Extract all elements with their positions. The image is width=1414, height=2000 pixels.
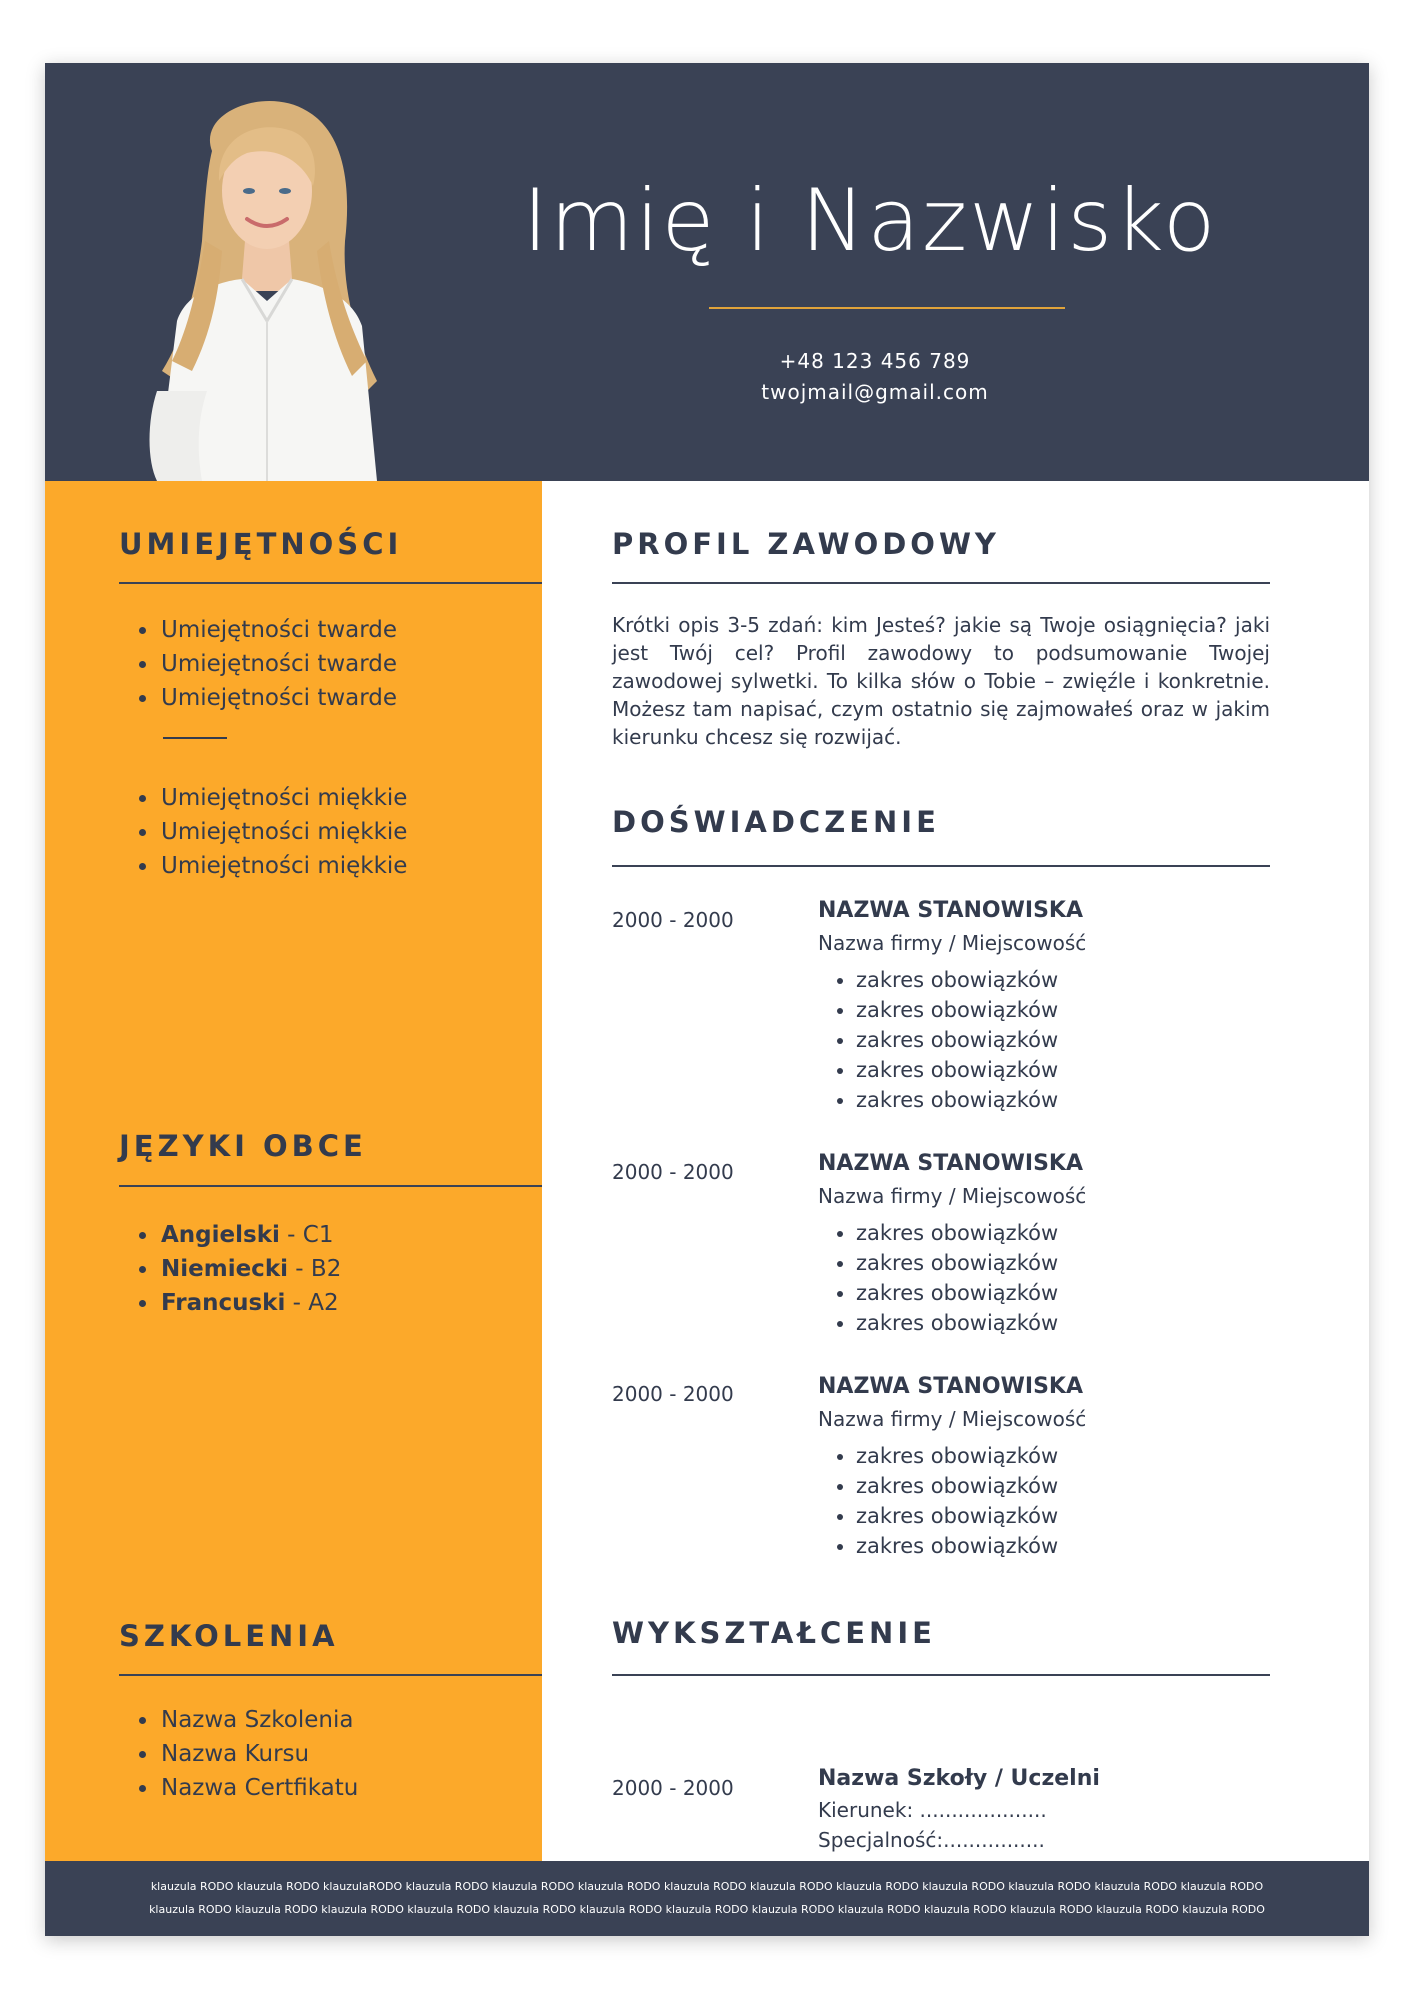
job-position: NAZWA STANOWISKA: [818, 898, 1084, 923]
experience-heading: DOŚWIADCZENIE: [612, 805, 940, 839]
duties-list: [818, 1218, 1278, 1338]
duties-list: [818, 965, 1278, 1115]
list-item: • Nazwa Szkolenia: [159, 1703, 358, 1737]
profile-photo: [117, 91, 417, 481]
trainings-list: [131, 1703, 358, 1805]
list-item: • zakres obowiązków: [856, 1248, 1278, 1278]
job-years: 2000 - 2000: [612, 1382, 734, 1406]
language-item: [159, 1218, 341, 1252]
email-address: twojmail@gmail.com: [761, 380, 989, 404]
list-item: • Nazwa Certfikatu: [159, 1771, 358, 1805]
skills-divider: [119, 582, 542, 584]
list-item: • zakres obowiązków: [856, 1531, 1278, 1561]
full-name: Imię i Nazwisko: [522, 171, 1218, 271]
school-name: Nazwa Szkoły / Uczelni: [818, 1766, 1100, 1791]
job-entry: [818, 1148, 1278, 1338]
list-item: • Umiejętności twarde: [159, 681, 397, 715]
job-entry: [818, 1371, 1278, 1561]
skills-separator: [163, 737, 227, 739]
job-company: Nazwa firmy / Miejscowość: [818, 1184, 1087, 1208]
field-of-study: Kierunek: ....................: [818, 1798, 1047, 1822]
list-item: • zakres obowiązków: [856, 965, 1278, 995]
duties-list: [818, 1441, 1278, 1561]
profile-text: Krótki opis 3-5 zdań: kim Jesteś? jakie są Twoje osiągnięcia? jaki jest Twój cel? Profil zawodowy to podsumowanie Twojej zawodowej sylwetki. To kilka słów o Tobie – zwięźle i konkretnie. Możesz tam napisać, czym ostatnio się zajmowałeś oraz w jakim kierunku chcesz się rozwijać.: [612, 613, 1270, 749]
language-item: [159, 1252, 341, 1286]
list-item: • zakres obowiązków: [856, 1471, 1278, 1501]
gdpr-footer: [45, 1861, 1369, 1936]
language-name: Angielski: [161, 1222, 280, 1248]
language-item: [159, 1286, 341, 1320]
soft-skills-list: [131, 781, 407, 883]
job-company: Nazwa firmy / Miejscowość: [818, 1407, 1087, 1431]
list-item: • Umiejętności miękkie: [159, 849, 407, 883]
experience-divider: [612, 865, 1270, 867]
language-level: - A2: [285, 1290, 339, 1316]
hard-skills-list: [131, 613, 397, 715]
list-item: • zakres obowiązków: [856, 1441, 1278, 1471]
list-item: • zakres obowiązków: [856, 1025, 1278, 1055]
language-name: Niemiecki: [161, 1256, 288, 1282]
gdpr-clause-line: klauzula RODO klauzula RODO klauzulaRODO klauzula RODO klauzula RODO klauzula RODO klauzula RODO klauzula RODO klauzula RODO klauzula RODO klauzula RODO klauzula RODO klauzula RODO: [150, 1880, 1264, 1893]
contact-block: [605, 346, 1145, 408]
trainings-heading: SZKOLENIA: [119, 1619, 339, 1653]
job-company: Nazwa firmy / Miejscowość: [818, 931, 1087, 955]
profile-heading: PROFIL ZAWODOWY: [612, 527, 1000, 561]
list-item: • zakres obowiązków: [856, 1278, 1278, 1308]
name-divider: [709, 307, 1065, 309]
phone-number: +48 123 456 789: [779, 349, 971, 373]
specialty: Specjalność:................: [818, 1828, 1045, 1852]
language-name: Francuski: [161, 1290, 286, 1316]
gdpr-clause-line: klauzula RODO klauzula RODO klauzula RODO klauzula RODO klauzula RODO klauzula RODO klauzula RODO klauzula RODO klauzula RODO klauzula RODO klauzula RODO klauzula RODO klauzula RODO: [149, 1903, 1265, 1916]
education-divider: [612, 1674, 1270, 1676]
job-entry: [818, 895, 1278, 1115]
skills-heading: UMIEJĘTNOŚCI: [119, 527, 403, 561]
list-item: • zakres obowiązków: [856, 1218, 1278, 1248]
language-level: - C1: [279, 1222, 334, 1248]
header: [45, 63, 1369, 481]
list-item: • zakres obowiązków: [856, 1501, 1278, 1531]
list-item: • zakres obowiązków: [856, 995, 1278, 1025]
job-years: 2000 - 2000: [612, 1160, 734, 1184]
job-position: NAZWA STANOWISKA: [818, 1151, 1084, 1176]
profile-divider: [612, 582, 1270, 584]
job-position: NAZWA STANOWISKA: [818, 1374, 1084, 1399]
resume-page: [45, 63, 1369, 1936]
education-years: 2000 - 2000: [612, 1776, 734, 1800]
languages-divider: [119, 1185, 542, 1187]
list-item: • Umiejętności twarde: [159, 647, 397, 681]
list-item: • Nazwa Kursu: [159, 1737, 358, 1771]
languages-list: [131, 1218, 341, 1320]
job-years: 2000 - 2000: [612, 908, 734, 932]
education-heading: WYKSZTAŁCENIE: [612, 1616, 936, 1650]
list-item: • Umiejętności twarde: [159, 613, 397, 647]
list-item: • zakres obowiązków: [856, 1055, 1278, 1085]
list-item: • zakres obowiązków: [856, 1308, 1278, 1338]
language-level: - B2: [288, 1256, 342, 1282]
trainings-divider: [119, 1674, 542, 1676]
list-item: • zakres obowiązków: [856, 1085, 1278, 1115]
list-item: • Umiejętności miękkie: [159, 815, 407, 849]
languages-heading: JĘZYKI OBCE: [119, 1129, 367, 1163]
list-item: • Umiejętności miękkie: [159, 781, 407, 815]
